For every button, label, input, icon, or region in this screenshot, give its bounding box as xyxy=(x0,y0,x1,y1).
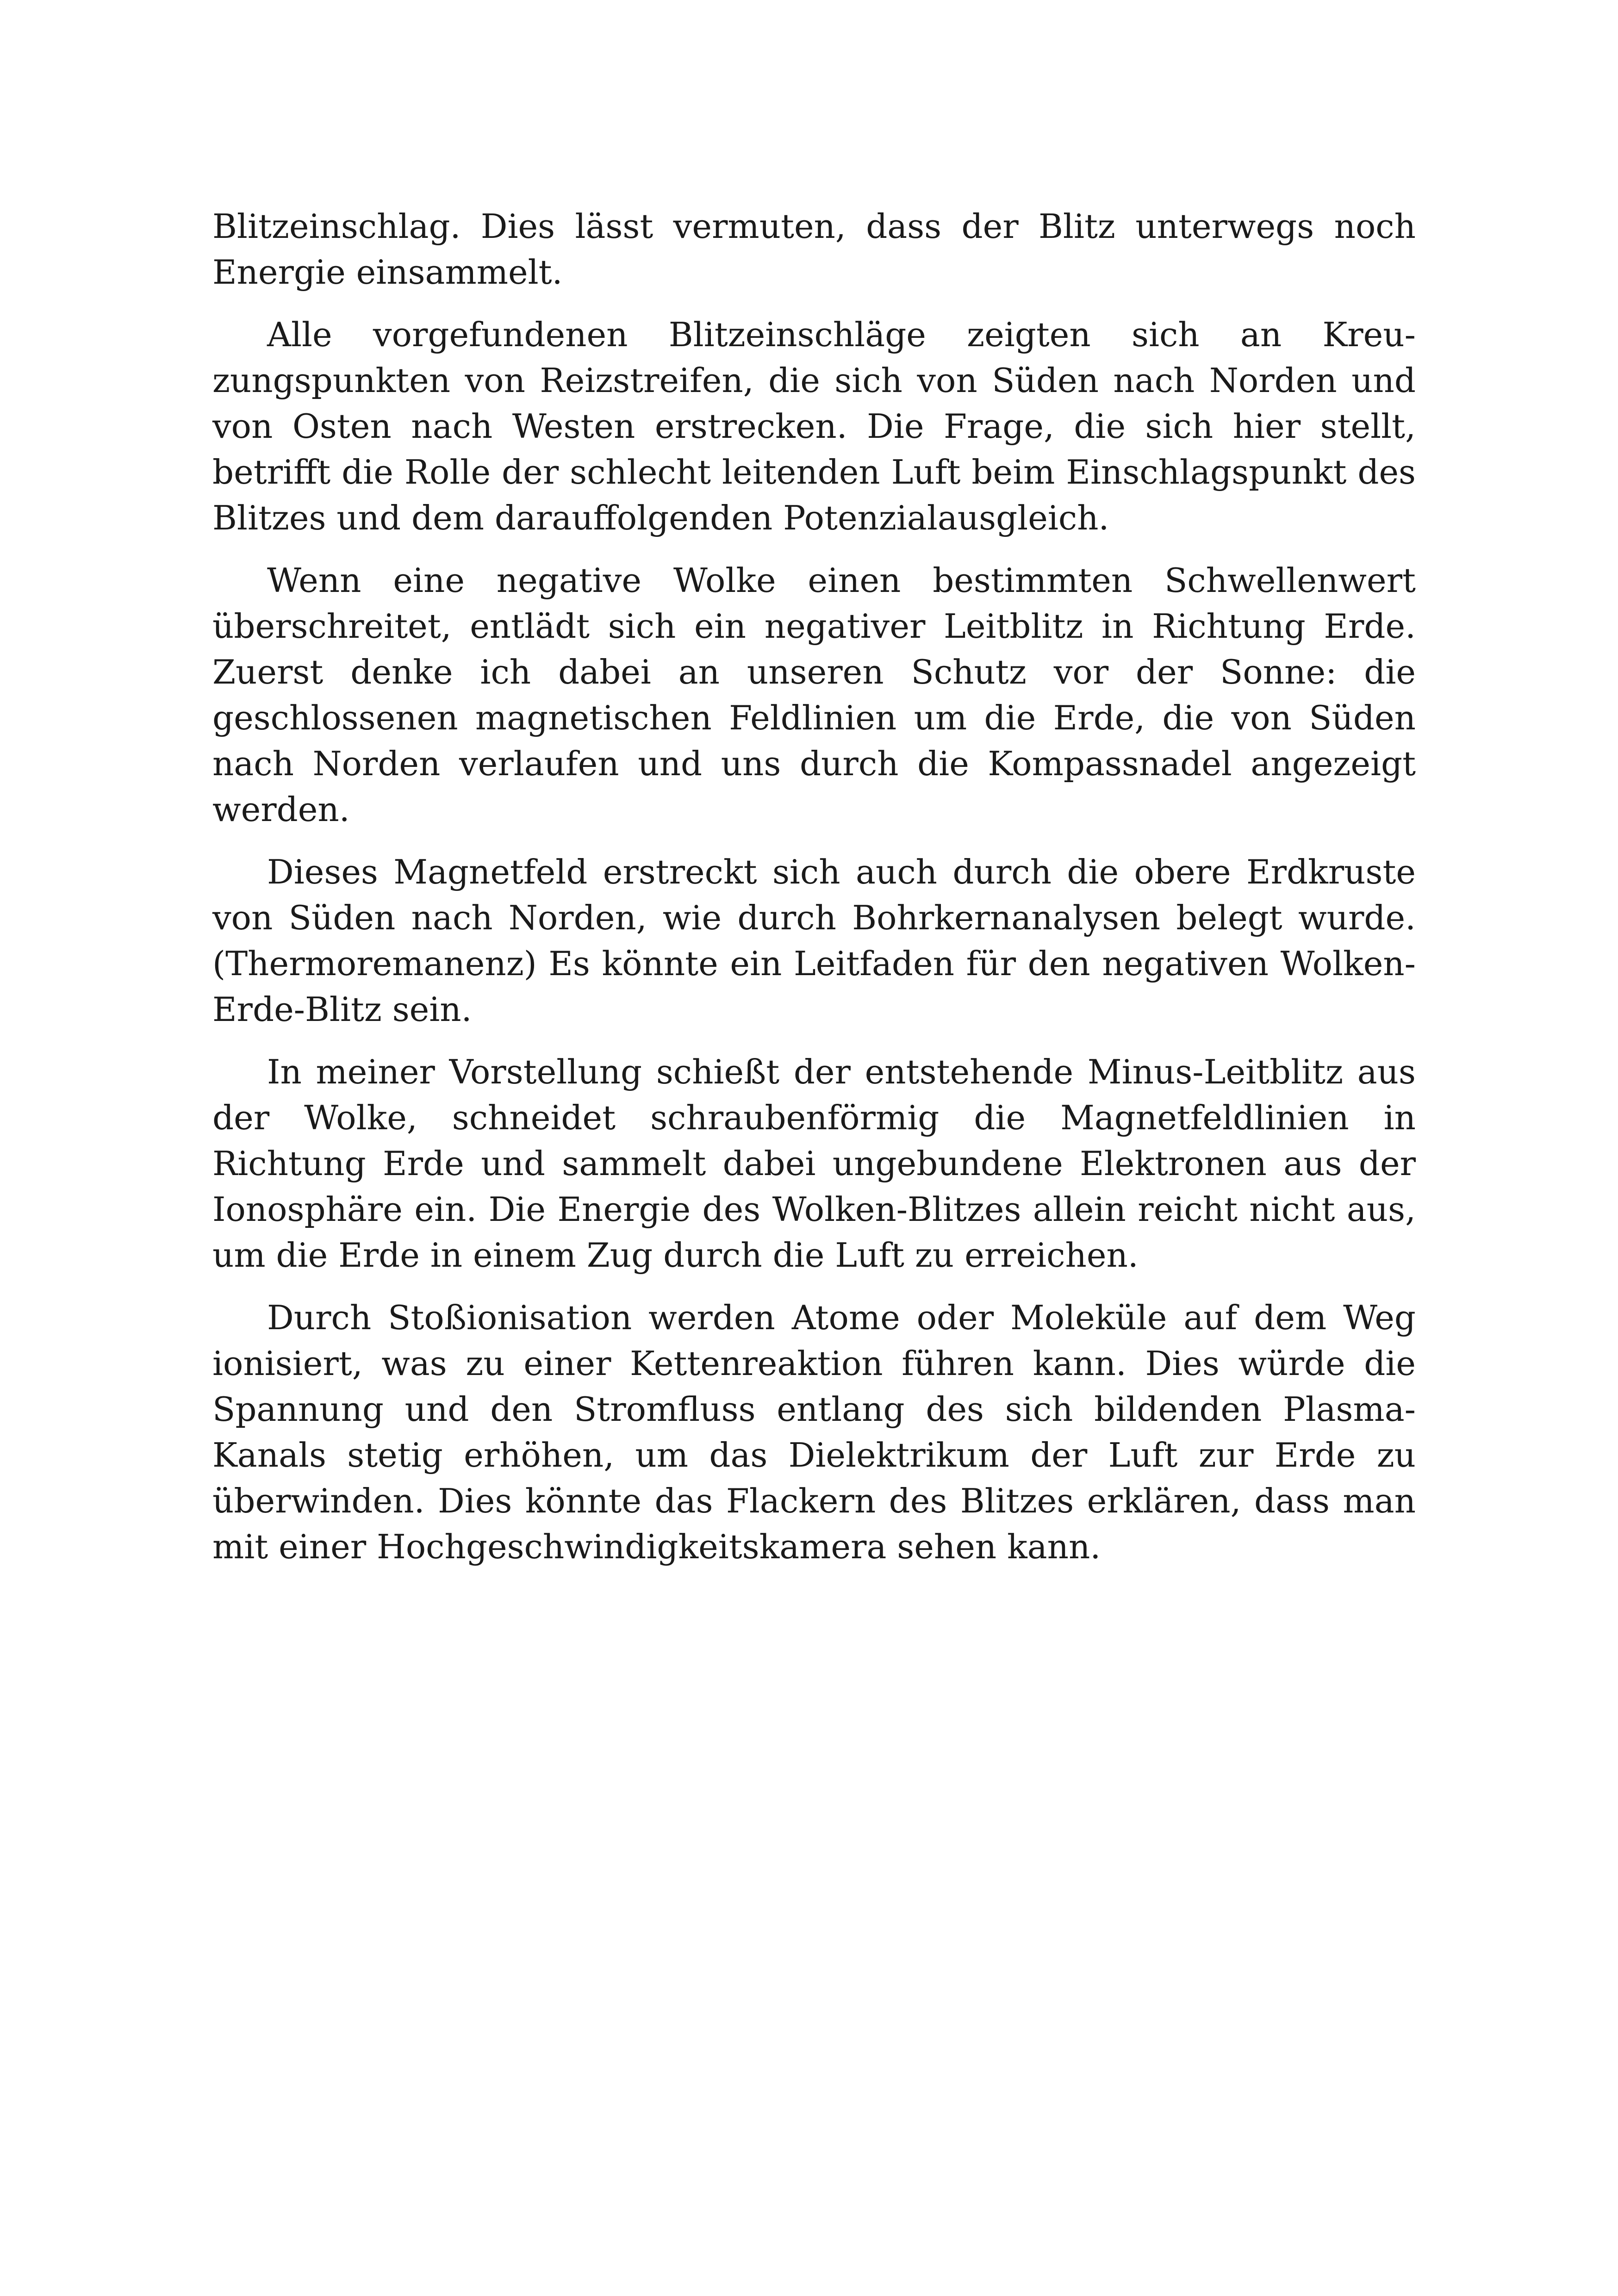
paragraph-impact-ionization: Durch Stoßionisation werden Atome oder Moleküle auf dem Weg ionisiert, was zu einer Kettenreaktion führen kann. Dies würde die Spannung und den Stromfluss entlang des sich bildenden Plasma-Kanals stetig erhöhen, um das Dielektrikum der Luft zur Erde zu überwinden. Dies könnte das Flackern des Blitzes erklären, dass man mit einer Hochgeschwindigkeitskamera sehen kann. xyxy=(212,1298,1416,1566)
paragraph-continuation: Blitzeinschlag. Dies lässt vermuten, dass der Blitz unterwegs noch Energie einsammelt. xyxy=(212,207,1416,292)
paragraph-negative-cloud: Wenn eine negative Wolke einen bestimmten Schwellenwert überschreitet, entlädt sich ein negativer Leitblitz in Richtung Erde. Zuerst denke ich dabei an unseren Schutz vor der Sonne: die geschlossenen magnetischen Feldlinien um die Erde, die von Süden nach Norden verlaufen und uns durch die Kompassnadel angezeigt werden. xyxy=(212,561,1416,829)
paragraph-lightning-strike-points: Alle vorgefundenen Blitzeinschläge zeigten sich an Kreuzungspunkten von Reizstreifen, die sich von Süden nach Norden und von Osten nach Westen erstrecken. Die Frage, die sich hier stellt, betrifft die Rolle der schlecht leitenden Luft beim Einschlagspunkt des Blitzes und dem darauffolgenden Potenzialausgleich. xyxy=(212,315,1416,537)
document-page xyxy=(212,204,1416,1587)
paragraph-magnetic-field: Dieses Magnetfeld erstreckt sich auch durch die obere Erdkruste von Süden nach Norden, wie durch Bohrkernanalysen belegt wurde. (Thermoremanenz) Es könnte ein Leitfaden für den negativen Wolken-Erde-Blitz sein. xyxy=(212,852,1416,1029)
paragraph-leader-imagination: In meiner Vorstellung schießt der entstehende Minus-Leitblitz aus der Wolke, schneidet schraubenförmig die Magnetfeldlinien in Richtung Erde und sammelt dabei ungebundene Elektronen aus der Ionosphäre ein. Die Energie des Wolken-Blitzes allein reicht nicht aus, um die Erde in einem Zug durch die Luft zu erreichen. xyxy=(212,1052,1416,1275)
